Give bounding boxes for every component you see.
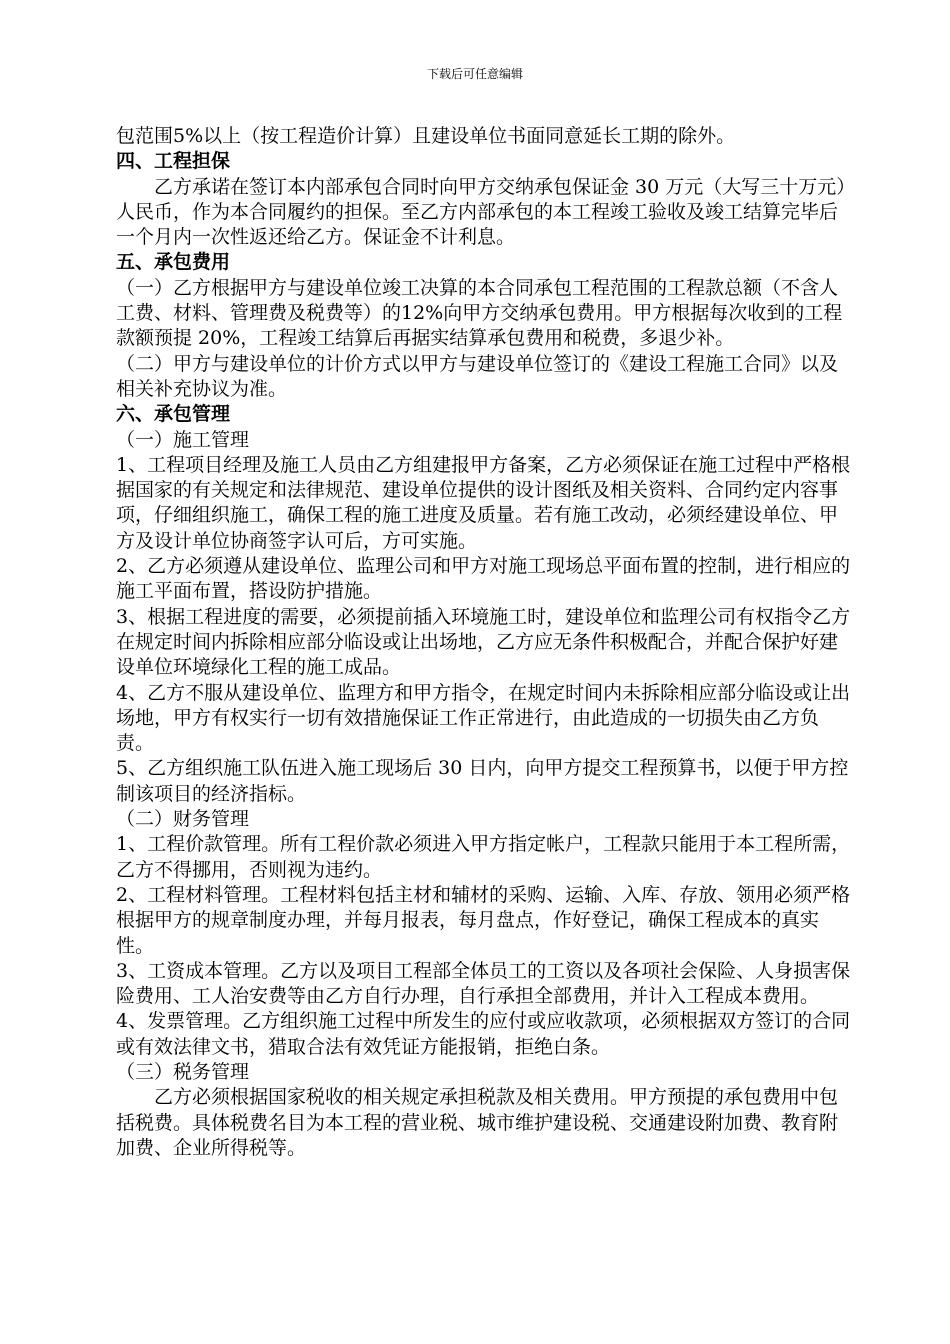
paragraph: （三）税务管理 — [116, 1060, 250, 1083]
paragraph: 4、发票管理。乙方组织施工过程中所发生的应付或应收款项，必须根据双方签订的合同或有效法律文书，猎取合法有效凭证方能报销，拒绝白条。 — [116, 1010, 851, 1058]
paragraph: （一）乙方根据甲方与建设单位竣工决算的本合同承包工程范围的工程款总额（不含人工费、材料、管理费及税费等）的12%向甲方交纳承包费用。甲方根据每次收到的工程款额预提 20%，工程竣工结算后再据实结算承包费用和税费，多退少补。 — [116, 276, 843, 350]
section-heading: 六、承包管理 — [116, 403, 231, 426]
paragraph: 5、乙方组织施工队伍进入施工现场后 30 日内，向甲方提交工程预算书，以便于甲方控制该项目的经济指标。 — [116, 757, 849, 805]
paragraph: 1、工程价款管理。所有工程价款必须进入甲方指定帐户，工程款只能用于本工程所需，乙方不得挪用，否则视为违约。 — [116, 833, 851, 881]
paragraph: （一）施工管理 — [116, 428, 250, 451]
paragraph: 3、根据工程进度的需要，必须提前插入环境施工时，建设单位和监理公司有权指令乙方在规定时间内拆除相应部分临设或让出场地，乙方应无条件积极配合，并配合保护好建设单位环境绿化工程的施工成品。 — [116, 605, 851, 679]
document-body — [116, 124, 854, 1161]
paragraph: 2、乙方必须遵从建设单位、监理公司和甲方对施工现场总平面布置的控制，进行相应的施工平面布置，搭设防护措施。 — [116, 555, 851, 603]
paragraph: 4、乙方不服从建设单位、监理方和甲方指令，在规定时间内未拆除相应部分临设或让出场地，甲方有权实行一切有效措施保证工作正常进行，由此造成的一切损失由乙方负责。 — [116, 681, 851, 755]
paragraph: （二）甲方与建设单位的计价方式以甲方与建设单位签订的《建设工程施工合同》以及相关补充协议为准。 — [116, 352, 839, 400]
paragraph: 1、工程项目经理及施工人员由乙方组建报甲方备案，乙方必须保证在施工过程中严格根据国家的有关规定和法律规范、建设单位提供的设计图纸及相关资料、合同约定内容事项，仔细组织施工，确保工程的施工进度及质量。若有施工改动，必须经建设单位、甲方及设计单位协商签字认可后，方可实施。 — [116, 453, 851, 552]
section-heading: 四、工程担保 — [116, 150, 231, 173]
section-heading: 五、承包费用 — [116, 251, 231, 274]
paragraph: 包范围5%以上（按工程造价计算）且建设单位书面同意延长工期的除外。 — [116, 125, 736, 147]
paragraph: 乙方必须根据国家税收的相关规定承担税款及相关费用。甲方预提的承包费用中包括税费。具体税费名目为本工程的营业税、城市维护建设税、交通建设附加费、教育附加费、企业所得税等。 — [116, 1086, 839, 1159]
page-header: 下载后可任意编辑 — [426, 67, 523, 81]
paragraph: （二）财务管理 — [116, 808, 250, 831]
paragraph: 3、工资成本管理。乙方以及项目工程部全体员工的工资以及各项社会保险、人身损害保险费用、工人治安费等由乙方自行办理，自行承担全部费用，并计入工程成本费用。 — [116, 959, 851, 1008]
paragraph: 2、工程材料管理。工程材料包括主材和辅材的采购、运输、入库、存放、领用必须严格根据甲方的规章制度办理，并每月报表，每月盘点，作好登记，确保工程成本的真实性。 — [116, 883, 851, 957]
paragraph: 乙方承诺在签订本内部承包合同时向甲方交纳承包保证金 30 万元（大写三十万元）人民币，作为本合同履约的担保。至乙方内部承包的本工程竣工验收及竣工结算完毕后一个月内一次性返还给乙方。保证金不计利息。 — [116, 175, 846, 249]
